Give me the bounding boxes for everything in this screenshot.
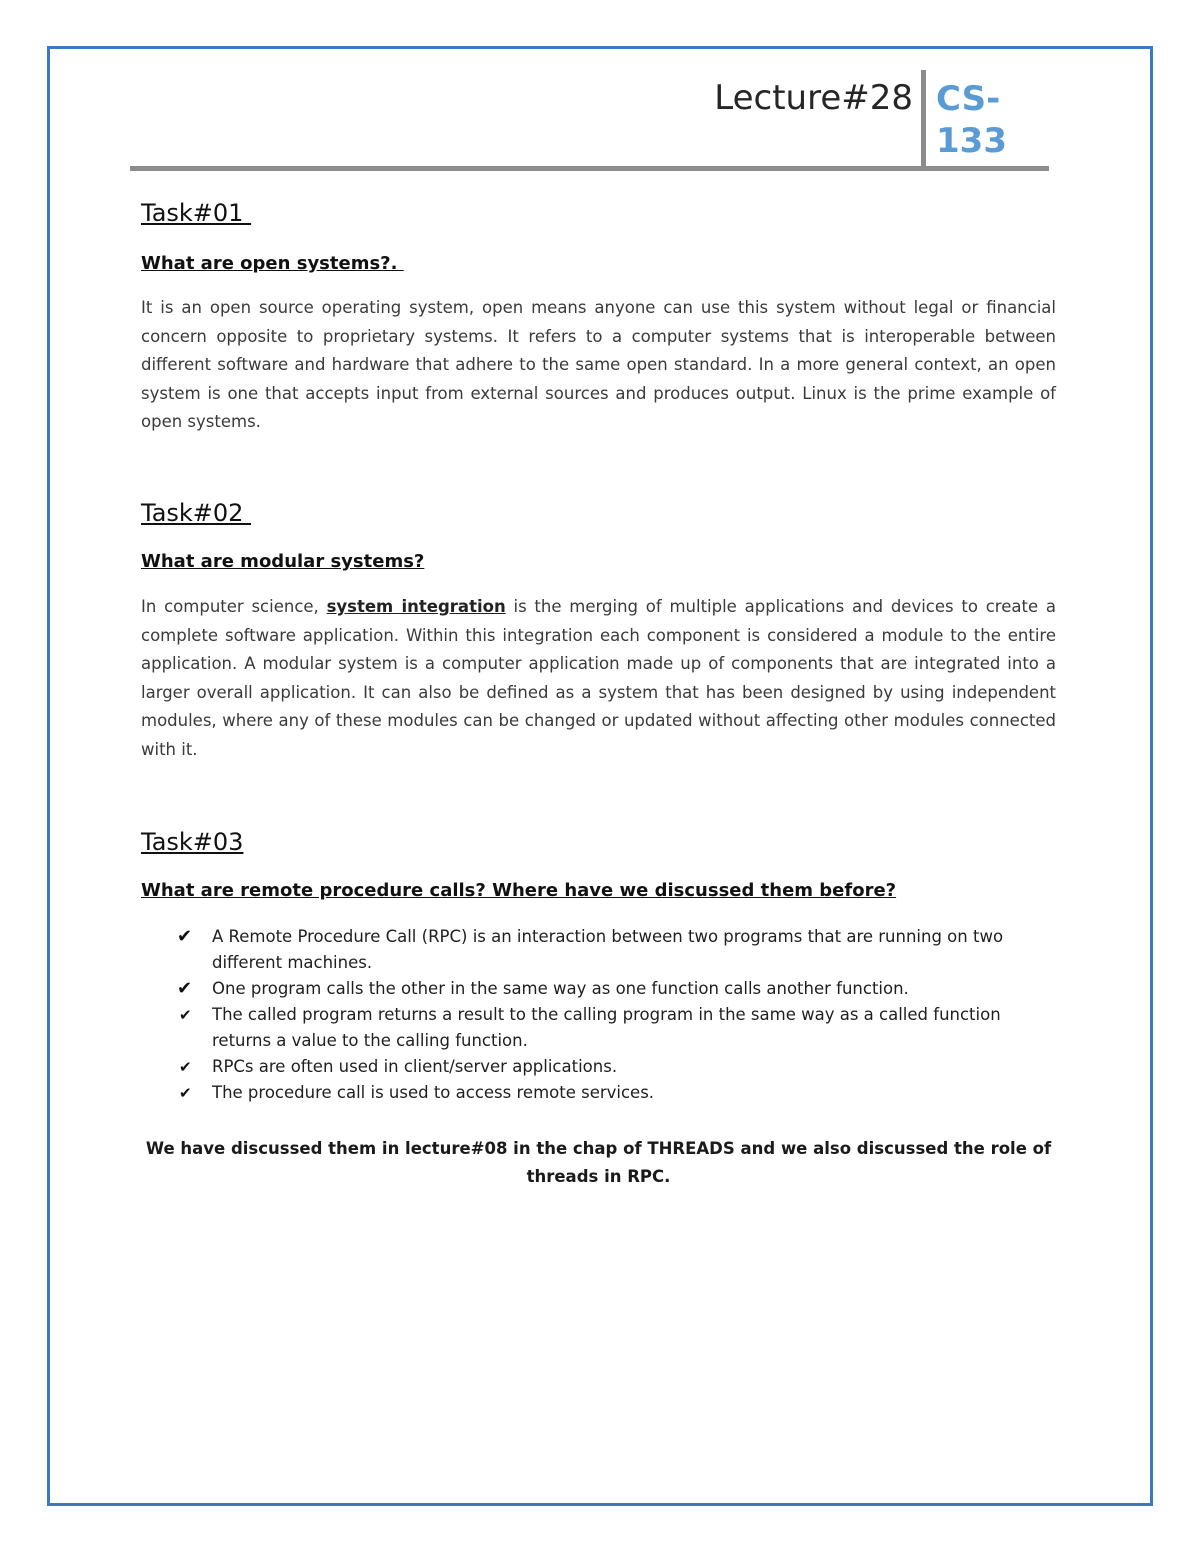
header-divider-vertical: [921, 70, 926, 170]
bullet-text: A Remote Procedure Call (RPC) is an interaction between two programs that are running on two different machines.: [212, 927, 1004, 972]
bullet-text: One program calls the other in the same way as one function calls another function.: [212, 979, 909, 998]
task1-question: What are open systems?.: [141, 253, 404, 274]
task2-para-prefix: In computer science,: [141, 597, 327, 616]
task2-paragraph: [141, 593, 1056, 764]
system-integration-link[interactable]: system integration: [326, 597, 506, 616]
closing-statement: We have discussed them in lecture#08 in the chap of THREADS and we also discussed the role of threads in RPC.: [145, 1139, 1052, 1186]
checkmark-icon: ✔: [177, 926, 193, 947]
task1-paragraph: It is an open source operating system, open means anyone can use this system without legal or financial concern opposite to proprietary systems. It refers to a computer systems that is interoperable between different software and hardware that adhere to the same open standard. In a more general context, an open system is one that accepts input from external sources and produces output. Linux is the prime example of open systems.: [141, 298, 1056, 431]
list-item: [141, 976, 1056, 1002]
task2-heading: Task#02: [141, 499, 252, 527]
checkmark-icon: ✔: [179, 1006, 192, 1024]
header-divider-horizontal: [130, 166, 1049, 171]
task2-question: What are modular systems?: [141, 551, 425, 572]
task3-heading: Task#03: [141, 828, 244, 856]
lecture-title: Lecture#28: [714, 78, 913, 118]
bullet-text: The called program returns a result to the calling program in the same way as a called function returns a value to the calling function.: [212, 1005, 1001, 1050]
course-code: CS-133: [936, 79, 1007, 161]
task2-para-suffix: is the merging of multiple applications and devices to create a complete software application. Within this integration each component is considered a module to the entire application. A modular system is a computer application made up of components that are integrated into a larger overall application. It can also be defined as a system that has been designed by using independent modules, where any of these modules can be changed or updated without affecting other modules connected with it.: [141, 597, 1056, 759]
task3-question: What are remote procedure calls? Where have we discussed them before?: [141, 880, 897, 901]
checkmark-icon: ✔: [179, 1084, 192, 1102]
bullet-text: RPCs are often used in client/server applications.: [212, 1057, 618, 1076]
list-item: [141, 1054, 1056, 1080]
bullet-text: The procedure call is used to access remote services.: [212, 1083, 655, 1102]
list-item: [141, 1080, 1056, 1106]
checkmark-icon: ✔: [179, 1058, 192, 1076]
task1-heading: Task#01: [141, 199, 252, 227]
list-item: [141, 924, 1056, 976]
rpc-bullet-list: [141, 924, 1056, 1106]
checkmark-icon: ✔: [177, 978, 193, 999]
list-item: [141, 1002, 1056, 1054]
